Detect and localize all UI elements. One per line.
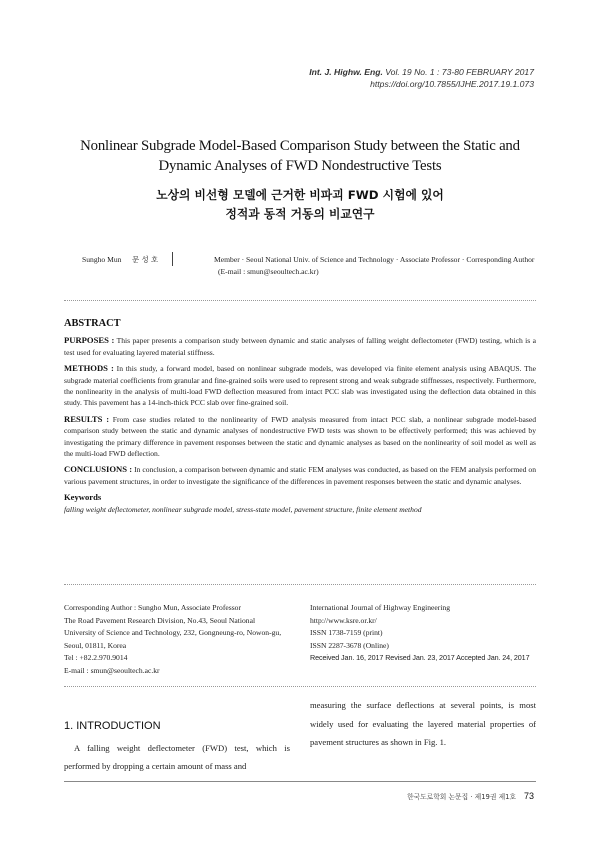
divider-middle — [64, 584, 536, 585]
introduction-right-column: measuring the surface deflections at several points, is most widely used for evaluating the layered material properties of pavement structures as shown in Fig. 1. — [310, 700, 536, 748]
footer-rule — [64, 781, 536, 782]
page-number: 73 — [523, 791, 534, 801]
author-name-en: Sungho Mun — [82, 255, 122, 264]
divider-top — [64, 300, 536, 301]
title-en-line-2: Dynamic Analyses of FWD Nondestructive Tests — [158, 158, 442, 174]
abstract-purposes — [64, 335, 536, 358]
title-ko-line-1: 노상의 비선형 모델에 근거한 비파괴 FWD 시험에 있어 — [156, 188, 444, 202]
conclusions-label: CONCLUSIONS : — [64, 464, 133, 475]
journal-info-line: ISSN 1738-7159 (print) — [310, 628, 383, 638]
journal-info-line: International Journal of Highway Engineering — [310, 603, 451, 612]
abstract-heading: ABSTRACT — [64, 318, 121, 329]
journal-header — [309, 66, 534, 90]
methods-label: METHODS : — [64, 363, 114, 374]
author-name-ko: 문 성 호 — [132, 255, 159, 264]
keywords-heading: Keywords — [64, 492, 102, 503]
journal-url-link[interactable]: http://www.ksre.or.kr/ — [310, 615, 377, 625]
results-label: RESULTS : — [64, 413, 110, 424]
purposes-text: This paper presents a comparison study between dynamic and static analyses of falling weight deflectometer (FWD) testing, which is a test used for evaluating layered material stiffness. — [64, 336, 536, 357]
author-email: (E-mail : smun@seoultech.ac.kr) — [218, 267, 319, 276]
abstract-section — [64, 318, 536, 515]
conclusions-text: In conclusion, a comparison between dynamic and static FEM analyses was conducted, as based on the FEM analysis performed on various pavement structures, in order to investigate the significance of the differences in pavement responses between the static and dynamic analyses. — [64, 465, 536, 486]
corr-line: The Road Pavement Research Division, No.43, Seoul National — [64, 615, 256, 625]
journal-citation — [309, 66, 534, 78]
journal-info-block — [310, 602, 536, 665]
results-text: From case studies related to the nonlinearity of FWD analysis measured from intact PCC slab, a nonlinear subgrade model-based comparison study between the static and dynamic analyses of nondestructive FWD tests was shown to be effectively performed; this was achieved by investigating the primary difference in pavement responses between the static and dynamic analyses as based on the nonlinearity of soil model as well as the multi-load FWD deflection. — [64, 414, 536, 459]
abstract-methods — [64, 363, 536, 409]
doi-link[interactable]: https://doi.org/10.7855/IJHE.2017.19.1.073 — [370, 79, 534, 89]
footer-journal-ko: 한국도로학회 논문집 · 제19권 제1호 — [406, 793, 517, 801]
title-en-line-1: Nonlinear Subgrade Model-Based Comparison Study between the Static and — [80, 138, 520, 154]
page-footer — [407, 791, 534, 801]
introduction-heading: 1. INTRODUCTION — [64, 720, 161, 732]
received-dates: Received Jan. 16, 2017 Revised Jan. 23, 2017 Accepted Jan. 24, 2017 — [310, 653, 530, 663]
journal-info-line: ISSN 2287-3678 (Online) — [310, 640, 389, 650]
journal-issue: Vol. 19 No. 1 : 73-80 FEBRUARY 2017 — [385, 67, 534, 77]
methods-text: In this study, a forward model, based on nonlinear subgrade models, was developed via finite element analysis using ABAQUS. The subgrade material coefficients from granular and fine-grained soils were used to represent strong and weak subgrade stiffnesses, respectively. Furthermore, the nonlinearity in the analysis of multi-load FWD deflection measured from intact PCC slab was investigated using the deflection data obtained in this study. This pavement has a 14-inch-thick PCC slab over fine-grained soil. — [64, 364, 536, 408]
keywords-list: falling weight deflectometer, nonlinear subgrade model, stress-state model, pavement structure, finite element method — [64, 504, 422, 514]
divider-bottom — [64, 686, 536, 687]
abstract-conclusions — [64, 464, 536, 487]
correspondence-block — [64, 602, 296, 678]
author-affiliation: Member · Seoul National Univ. of Science and Technology · Associate Professor · Corresponding Author — [214, 255, 535, 264]
corr-line: Tel : +82.2.970.9014 — [64, 653, 128, 663]
author-separator — [172, 252, 173, 266]
title-ko-line-2: 정적과 동적 거동의 비교연구 — [225, 207, 375, 221]
corr-line: University of Science and Technology, 232, Gongneung-ro, Nowon-gu, — [64, 628, 282, 638]
journal-abbrev: Int. J. Highw. Eng. — [309, 67, 383, 77]
paper-title-en — [40, 136, 560, 176]
purposes-label: PURPOSES : — [64, 335, 115, 346]
corr-line: Corresponding Author : Sungho Mun, Associate Professor — [64, 603, 241, 612]
paper-title-ko — [40, 186, 560, 224]
abstract-results — [64, 414, 536, 460]
introduction-left-column: A falling weight deflectometer (FWD) test, which is performed by dropping a certain amount of mass and — [64, 743, 290, 771]
corr-line: Seoul, 01811, Korea — [64, 640, 127, 650]
corr-line: E-mail : smun@seoultech.ac.kr — [64, 665, 160, 675]
